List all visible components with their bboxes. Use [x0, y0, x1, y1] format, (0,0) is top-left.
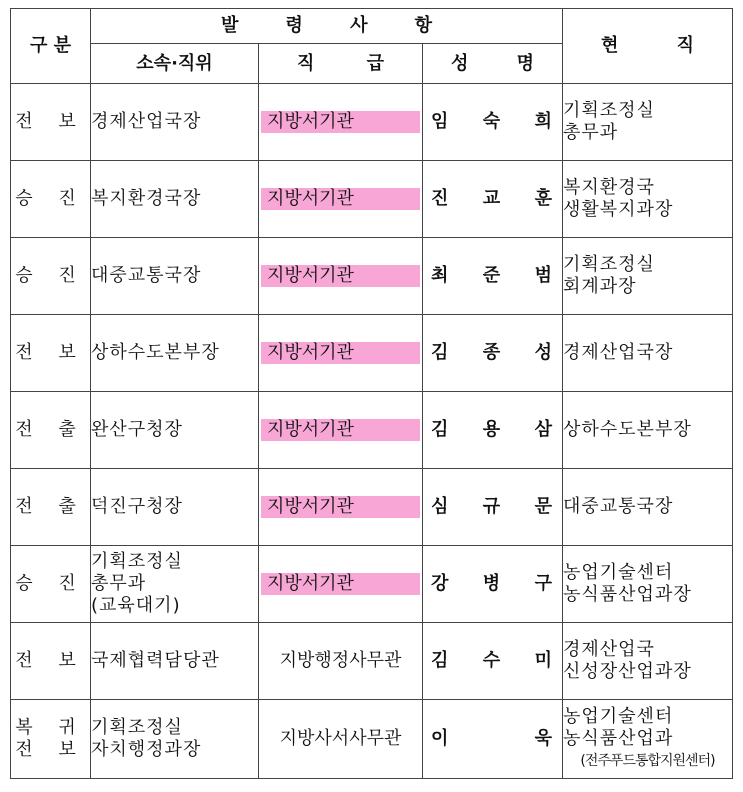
- type-text: 전 출: [15, 419, 86, 440]
- affiliation-text: 완산구청장: [91, 419, 183, 440]
- name-char: 구: [534, 573, 552, 594]
- current-text: 경제산업국장: [563, 342, 674, 363]
- name-char: 훈: [534, 188, 552, 209]
- cell-type: [11, 315, 91, 392]
- cell-current: [563, 161, 733, 238]
- table-row: [11, 161, 733, 238]
- cell-name: [423, 238, 563, 315]
- name-wrap: [423, 342, 562, 364]
- grade-text: 지방서기관: [261, 342, 420, 364]
- name-char: 숙: [482, 111, 501, 132]
- header-order-group: [91, 9, 563, 44]
- name-char: 준: [482, 265, 501, 286]
- table-body: [11, 84, 733, 779]
- grade-text: 지방서기관: [261, 496, 420, 518]
- name-wrap: [423, 728, 562, 750]
- table-row: [11, 469, 733, 546]
- header-order-char: 발: [221, 15, 239, 36]
- cell-current: [563, 315, 733, 392]
- header-type-label: 구 분: [29, 35, 72, 56]
- name-char: 용: [482, 419, 501, 440]
- name-char: 규: [482, 496, 501, 517]
- cell-type: [11, 700, 91, 779]
- cell-name: [423, 546, 563, 623]
- grade-text: 지방서기관: [261, 188, 420, 210]
- grade-text: 지방행정사무관: [279, 650, 402, 671]
- cell-grade: [259, 546, 423, 623]
- affiliation-text: 복지환경국장: [91, 188, 202, 209]
- name-char: 수: [482, 650, 501, 671]
- current-text: 신성장산업과장: [563, 661, 692, 682]
- name-wrap: [423, 573, 562, 595]
- header-name: [423, 44, 563, 84]
- name-char: 김: [431, 419, 449, 440]
- name-char: 김: [431, 342, 449, 363]
- cell-type: [11, 238, 91, 315]
- header-current: [563, 9, 733, 84]
- type-text: 전 출: [15, 496, 86, 517]
- cell-current: [563, 84, 733, 161]
- cell-affiliation: [91, 392, 259, 469]
- cell-type: [11, 392, 91, 469]
- affiliation-text: (교육대기): [91, 595, 181, 616]
- affiliation-text: 국제협력담당관: [91, 650, 220, 671]
- type-text: 복 귀: [15, 717, 86, 738]
- cell-name: [423, 623, 563, 700]
- current-text: 대중교통국장: [563, 496, 674, 517]
- current-text: 상하수도본부장: [563, 419, 692, 440]
- header-type: [11, 9, 91, 84]
- header-affiliation: [91, 44, 259, 84]
- type-text: 전 보: [15, 650, 86, 671]
- current-text: 농업기술센터: [563, 706, 674, 727]
- grade-text: 지방서기관: [261, 111, 420, 133]
- header-order-char: 령: [285, 15, 303, 36]
- affiliation-text: 기획조정실: [91, 717, 183, 738]
- header-grade-char: 급: [366, 52, 384, 74]
- affiliation-text: 총무과: [91, 573, 147, 594]
- type-text: 전 보: [15, 342, 86, 363]
- name-char: 최: [431, 265, 449, 286]
- grade-text: 지방사서사무관: [279, 728, 402, 749]
- header-current-char: 직: [676, 35, 694, 56]
- name-char: 이: [431, 728, 449, 749]
- table-row: [11, 392, 733, 469]
- cell-name: [423, 315, 563, 392]
- name-wrap: [423, 188, 562, 210]
- cell-grade: [259, 84, 423, 161]
- cell-grade: [259, 469, 423, 546]
- affiliation-text: 덕진구청장: [91, 496, 183, 517]
- header-current-char: 현: [601, 35, 619, 56]
- cell-type: [11, 546, 91, 623]
- affiliation-text: 대중교통국장: [91, 265, 202, 286]
- cell-name: [423, 161, 563, 238]
- cell-current: [563, 546, 733, 623]
- table-row: [11, 315, 733, 392]
- current-text: 농식품산업과: [563, 728, 674, 749]
- name-char: 교: [482, 188, 501, 209]
- name-char: 욱: [534, 728, 552, 749]
- grade-text: 지방서기관: [261, 573, 420, 595]
- current-text: 복지환경국: [563, 177, 655, 198]
- cell-current: [563, 238, 733, 315]
- current-text: 농업기술센터: [563, 562, 674, 583]
- name-char: 심: [431, 496, 449, 517]
- name-wrap: [423, 111, 562, 133]
- type-text: 승 진: [15, 265, 86, 286]
- grade-text: 지방서기관: [261, 419, 420, 441]
- name-char: 삼: [534, 419, 552, 440]
- cell-current: [563, 469, 733, 546]
- current-text: 경제산업국: [563, 639, 655, 660]
- cell-affiliation: [91, 700, 259, 779]
- header-grade: [259, 44, 423, 84]
- table-row: [11, 623, 733, 700]
- name-char: 김: [431, 650, 449, 671]
- cell-affiliation: [91, 84, 259, 161]
- cell-grade: [259, 392, 423, 469]
- table-row: [11, 84, 733, 161]
- cell-type: [11, 84, 91, 161]
- cell-affiliation: [91, 469, 259, 546]
- current-text: 기획조정실: [563, 100, 655, 121]
- name-char: 성: [534, 342, 552, 363]
- type-text: 전 보: [15, 739, 86, 760]
- header-name-char: 명: [516, 52, 534, 74]
- affiliation-text: 기획조정실: [91, 551, 183, 572]
- header-grade-char: 직: [297, 52, 315, 74]
- cell-current: [563, 392, 733, 469]
- name-wrap: [423, 419, 562, 441]
- cell-type: [11, 623, 91, 700]
- current-text: 회계과장: [563, 276, 637, 297]
- cell-name: [423, 469, 563, 546]
- cell-affiliation: [91, 546, 259, 623]
- name-char: 희: [534, 111, 552, 132]
- header-affiliation-label: 소속·직위: [136, 52, 213, 74]
- table-row: [11, 238, 733, 315]
- name-char: 강: [431, 573, 449, 594]
- name-char: 범: [534, 265, 552, 286]
- cell-name: [423, 392, 563, 469]
- current-text: 생활복지과장: [563, 199, 674, 220]
- cell-current: [563, 623, 733, 700]
- type-text: 승 진: [15, 573, 86, 594]
- name-wrap: [423, 496, 562, 518]
- cell-affiliation: [91, 623, 259, 700]
- cell-type: [11, 161, 91, 238]
- cell-grade: [259, 238, 423, 315]
- cell-name: [423, 700, 563, 779]
- name-char: 임: [431, 111, 449, 132]
- current-text: 농식품산업과장: [563, 584, 692, 605]
- cell-grade: [259, 315, 423, 392]
- type-text: 전 보: [15, 111, 86, 132]
- table-row: [11, 546, 733, 623]
- cell-type: [11, 469, 91, 546]
- current-text: (전주푸드통합지원센터): [580, 753, 715, 769]
- cell-affiliation: [91, 161, 259, 238]
- type-text: 승 진: [15, 188, 86, 209]
- cell-current: [563, 700, 733, 779]
- current-text: 기획조정실: [563, 254, 655, 275]
- table-row: [11, 700, 733, 779]
- cell-affiliation: [91, 315, 259, 392]
- name-char: 미: [534, 650, 552, 671]
- name-char: 종: [482, 342, 501, 363]
- affiliation-text: 자치행정과장: [91, 739, 202, 760]
- current-text: 총무과: [563, 122, 619, 143]
- cell-grade: [259, 161, 423, 238]
- grade-text: 지방서기관: [261, 265, 420, 287]
- name-wrap: [423, 265, 562, 287]
- header-order-char: 항: [414, 15, 432, 36]
- affiliation-text: 상하수도본부장: [91, 342, 220, 363]
- cell-name: [423, 84, 563, 161]
- header-row-top: [11, 9, 733, 44]
- affiliation-text: 경제산업국장: [91, 111, 202, 132]
- cell-affiliation: [91, 238, 259, 315]
- name-char: 병: [482, 573, 501, 594]
- header-name-char: 성: [451, 52, 469, 74]
- name-char: 진: [431, 188, 449, 209]
- personnel-order-table: [10, 8, 733, 779]
- cell-grade: [259, 623, 423, 700]
- name-char: 문: [534, 496, 552, 517]
- header-order-char: 사: [350, 15, 368, 36]
- cell-grade: [259, 700, 423, 779]
- name-wrap: [423, 650, 562, 672]
